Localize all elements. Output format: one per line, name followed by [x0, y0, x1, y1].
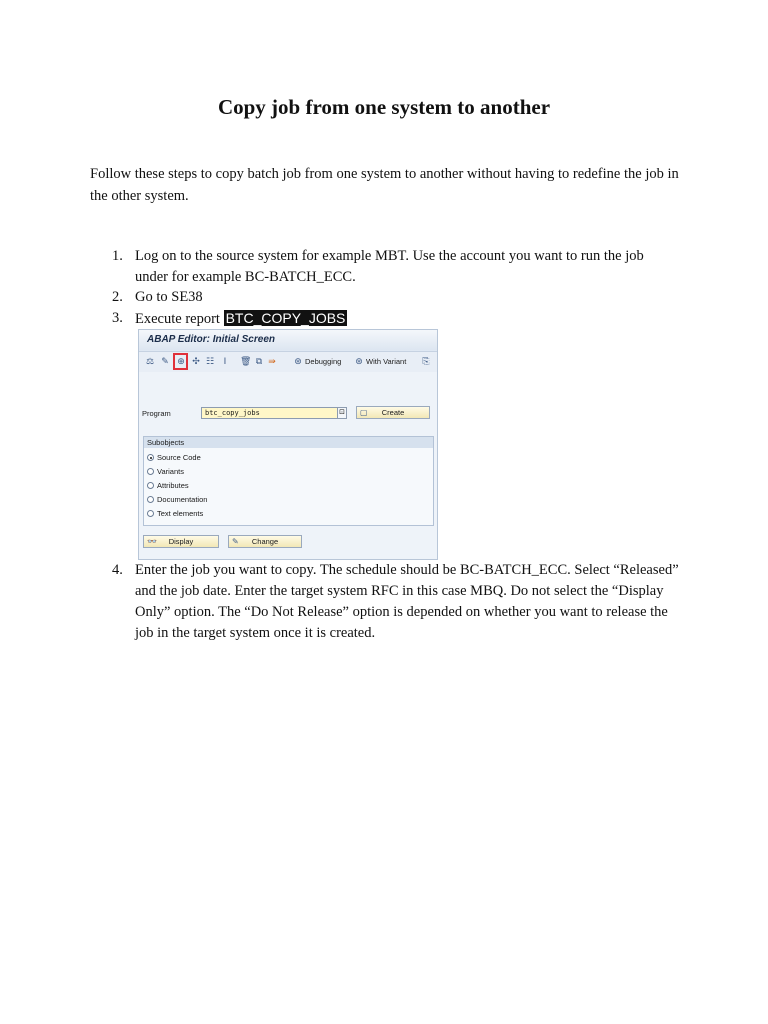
radio-documentation[interactable]	[147, 496, 154, 503]
with-variant-icon: ⊛	[355, 356, 363, 366]
step-text: Enter the job you want to copy. The schedule should be BC-BATCH_ECC. Select “Released” and the job date. Enter the target system RFC in this case MBQ. Do not select the “Display Only” option. The “Do Not Release” option is depended on whether you want to release the job in the target system once it is created.	[135, 562, 679, 641]
radio-label: Variants	[157, 467, 184, 476]
radio-label: Source Code	[157, 453, 201, 462]
step-number: 3.	[112, 310, 123, 326]
step-text-wrap	[135, 308, 680, 330]
display-button-label: Display	[168, 537, 194, 546]
info-icon[interactable]: Ⅰ	[223, 356, 227, 366]
radio-text-elements[interactable]	[147, 510, 154, 517]
radio-label: Documentation	[157, 495, 208, 504]
edit-pencil-icon[interactable]: ✎	[161, 356, 169, 366]
pencil-icon: ✎	[232, 537, 239, 546]
step-text: Execute report	[135, 311, 224, 327]
display-button[interactable]	[143, 535, 219, 548]
value-help-icon[interactable]: ⊡	[337, 407, 347, 419]
step-number: 4.	[112, 562, 123, 578]
intro-paragraph: Follow these steps to copy batch job from one system to another without having to redefine the job in the other system.	[90, 166, 679, 204]
radio-label: Attributes	[157, 481, 189, 490]
execute-icon[interactable]: ⊕	[177, 356, 185, 366]
radio-attributes[interactable]	[147, 482, 154, 489]
with-variant-button[interactable]: With Variant	[366, 357, 407, 366]
subobjects-header: Subobjects	[144, 437, 433, 448]
radio-source-code[interactable]	[147, 454, 154, 461]
subobjects-group	[143, 436, 434, 526]
where-used-icon[interactable]: ⚖	[145, 356, 155, 366]
object-list-icon[interactable]: ☷	[205, 356, 215, 366]
create-button[interactable]	[356, 406, 430, 419]
debugging-icon: ⊛	[294, 356, 302, 366]
glasses-icon: 👓	[147, 537, 157, 546]
program-input[interactable]: btc_copy_jobs	[201, 407, 338, 419]
program-label: Program	[142, 409, 171, 418]
radio-variants[interactable]	[147, 468, 154, 475]
change-button-label: Change	[251, 537, 279, 546]
step-number: 1.	[112, 248, 123, 264]
new-document-icon: ▢	[360, 408, 368, 417]
create-button-label: Create	[381, 408, 405, 417]
sap-window-title: ABAP Editor: Initial Screen	[139, 330, 437, 350]
execute-highlight-box	[173, 353, 188, 370]
debug-icon[interactable]: ✣	[192, 356, 200, 366]
page-title: Copy job from one system to another	[217, 95, 551, 119]
sap-body	[139, 372, 437, 559]
debugging-button[interactable]: Debugging	[305, 357, 342, 366]
sap-toolbar	[139, 351, 437, 373]
radio-label: Text elements	[157, 509, 204, 518]
step-text: Log on to the source system for example MBT. Use the account you want to run the job under for example BC-BATCH_ECC.	[135, 248, 644, 285]
report-name-highlight: BTC_COPY_JOBS	[225, 310, 346, 326]
change-button[interactable]	[228, 535, 302, 548]
step-text: Go to SE38	[135, 289, 203, 305]
step-number: 2.	[112, 289, 123, 305]
sap-abap-editor-screenshot	[138, 329, 438, 560]
variants-icon[interactable]: ⎘	[422, 356, 430, 366]
copy-icon[interactable]: ⧉	[255, 356, 263, 366]
delete-icon[interactable]: 🗑	[240, 356, 252, 366]
transport-icon[interactable]: ⇛	[268, 356, 276, 366]
